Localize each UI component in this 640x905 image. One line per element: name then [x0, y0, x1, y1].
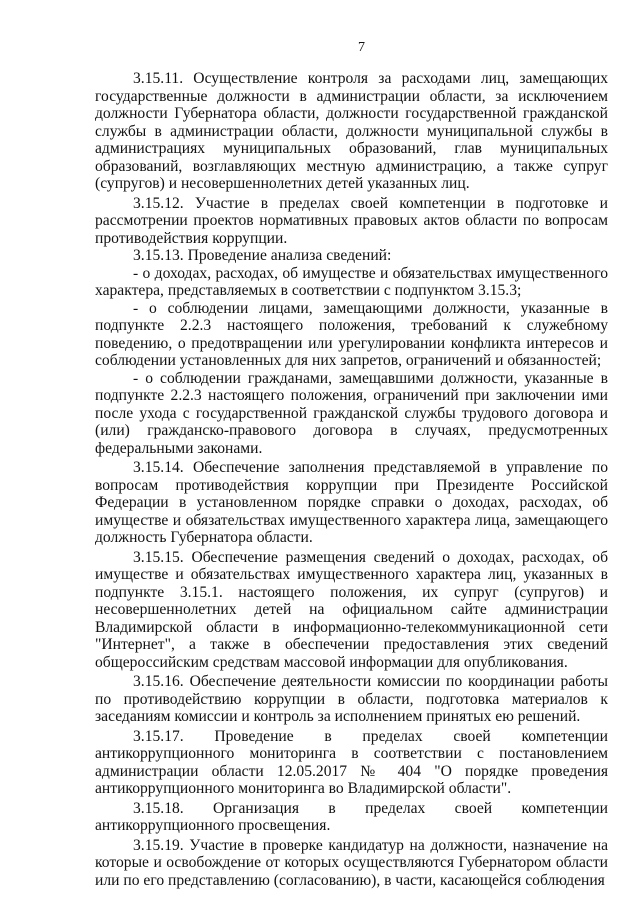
- paragraph-3-15-11: 3.15.11. Осуществление контроля за расходами лиц, замещающих государственные должности в администрации области, за исключением должности Губернатора области, должности государственной гражданской службы в администрации области, должности муниципальной службы в администрациях муниципальных образований, глав муниципальных образований, возглавляющих местную администрацию, а также супруг (супругов) и несовершеннолетних детей указанных лиц.: [95, 70, 608, 192]
- list-item-post-service-restrictions: - о соблюдении гражданами, замещавшими должности, указанные в подпункте 2.2.3 настоящего положения, ограничений при заключении ими после ухода с государственной гражданской службы трудового договора и (или) гражданско-правового договора в случаях, предусмотренных федеральными законами.: [95, 369, 608, 457]
- page-number: 7: [358, 40, 365, 55]
- paragraph-3-15-14: 3.15.14. Обеспечение заполнения представляемой в управление по вопросам противодействия коррупции при Президенте Российской Федерации в установленном порядке справки о доходах, расходах, об имуществе и обязательствах имущественного характера лица, замещающего должность Губернатора области.: [95, 459, 608, 546]
- list-item-conduct-requirements: - о соблюдении лицами, замещающими должности, указанные в подпункте 2.2.3 настоящего положения, требований к служебному поведению, о предотвращении или урегулировании конфликта интересов и соблюдении установленных для них запретов, ограничений и обязанностей;: [95, 299, 608, 369]
- paragraph-3-15-17: 3.15.17. Проведение в пределах своей компетенции антикоррупционного мониторинга в соответствии с постановлением администрации области 12.05.2017 № 404 "О порядке проведения антикоррупционного мониторинга во Владимирской области".: [95, 727, 608, 797]
- paragraph-3-15-13: 3.15.13. Проведение анализа сведений:: [133, 247, 392, 264]
- paragraph-3-15-12: 3.15.12. Участие в пределах своей компетенции в подготовке и рассмотрении проектов нормативных правовых актов области по вопросам противодействия коррупции.: [95, 194, 608, 247]
- paragraph-3-15-16: 3.15.16. Обеспечение деятельности комиссии по координации работы по противодействию коррупции в области, подготовка материалов к заседаниям комиссии и контроль за исполнением принятых ею решений.: [95, 673, 608, 725]
- paragraph-3-15-15: 3.15.15. Обеспечение размещения сведений о доходах, расходах, об имуществе и обязательствах имущественного характера лиц, указанных в подпункте 3.15.1. настоящего положения, их супруг (супругов) и несовершеннолетних детей на официальном сайте администрации Владимирской области в информационно-телекоммуникационной сети "Интернет", а также в обеспечении предоставления этих сведений общероссийским средствам массовой информации для опубликования.: [95, 548, 608, 671]
- paragraph-3-15-18: 3.15.18. Организация в пределах своей компетенции антикоррупционного просвещения.: [95, 799, 608, 834]
- list-item-income-analysis: - о доходах, расходах, об имуществе и обязательствах имущественного характера, представляемых в соответствии с подпунктом 3.15.3;: [95, 264, 608, 299]
- paragraph-3-15-19: 3.15.19. Участие в проверке кандидатур на должности, назначение на которые и освобождение от которых осуществляются Губернатором области или по его представлению (согласованию), в части, касающейся соблюдения: [95, 836, 608, 889]
